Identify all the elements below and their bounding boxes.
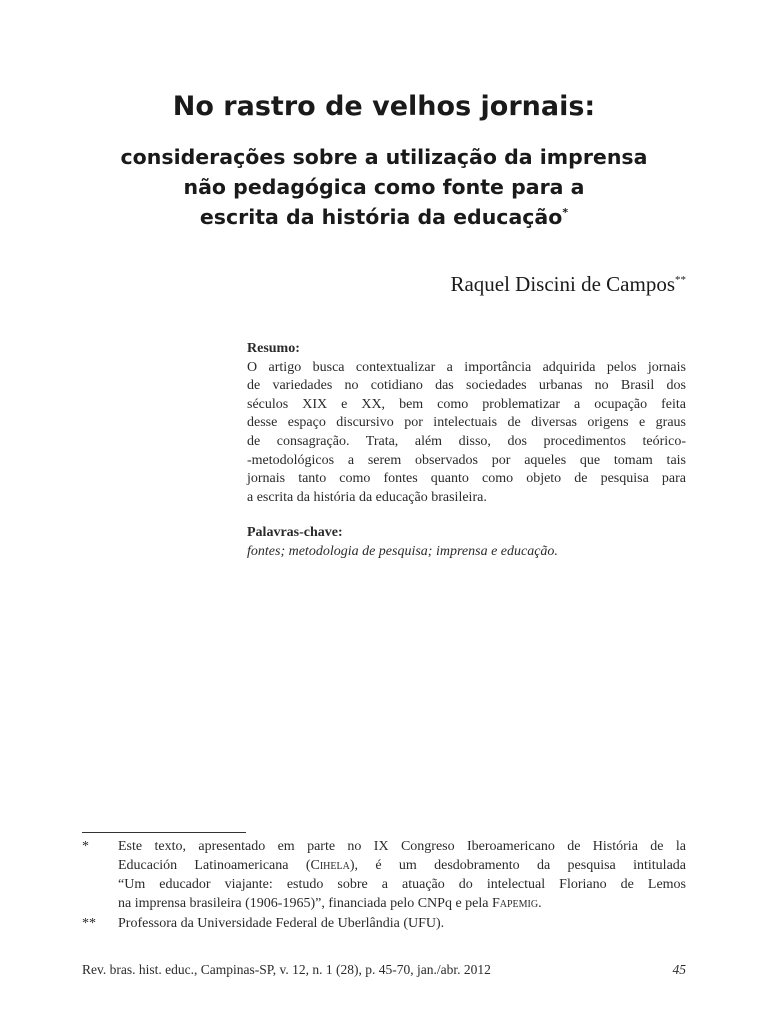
author-text: Raquel Discini de Campos — [450, 272, 675, 296]
subtitle-line — [60, 202, 708, 232]
article-title: No rastro de velhos jornais: — [172, 91, 596, 122]
footnote-line: Este texto, apresentado em parte no IX Congreso Iberoamericano de História de la — [118, 839, 686, 854]
abstract — [247, 340, 686, 507]
article-subtitle — [60, 142, 708, 232]
journal-citation: Rev. bras. hist. educ., Campinas-SP, v. 12, n. 1 (28), p. 45-70, jan./abr. 2012 — [82, 962, 491, 977]
abstract-line: de consagração. Trata, além disso, dos procedimentos teórico- — [247, 433, 686, 449]
footnote-divider — [82, 832, 246, 833]
page-number: 45 — [672, 962, 686, 977]
abstract-body — [247, 359, 686, 508]
footnote-line — [118, 894, 686, 913]
footnote-marker: ** — [675, 274, 686, 286]
author-name — [450, 270, 686, 298]
footnote-line-text: ), é um desdobramento da pesquisa intitulada — [349, 858, 686, 873]
footnote-text — [118, 837, 686, 913]
subtitle-line: considerações sobre a utilização da imprensa — [120, 145, 648, 169]
footnote-marker: * — [562, 206, 569, 219]
footnote-line: Professora da Universidade Federal de Uberlândia (UFU). — [118, 916, 445, 931]
abstract-line: desse espaço discursivo por intelectuais de diversas origens e graus — [247, 415, 686, 431]
footnote-line — [118, 856, 686, 875]
footnote-text — [118, 914, 686, 933]
footnote-line-text: Educación Latinoamericana ( — [118, 858, 311, 873]
subtitle-line: não pedagógica como fonte para a — [183, 175, 585, 199]
footnote-mark: * — [82, 839, 89, 854]
footnote-line-text: na imprensa brasileira (1906-1965)”, financiada pelo CNPq e pela — [118, 896, 492, 911]
abstract-line: séculos XIX e XX, bem como problematizar a ocupação feita — [247, 396, 686, 412]
subtitle-line-text: escrita da história da educação — [199, 205, 563, 229]
footnote-acronym: Cihela — [310, 858, 350, 873]
abstract-heading: Resumo: — [247, 341, 300, 356]
footnote-line-text: . — [538, 896, 542, 911]
footnote-mark: ** — [82, 916, 96, 931]
abstract-line: O artigo busca contextualizar a importância adquirida pelos jornais — [247, 359, 686, 375]
keywords — [247, 523, 686, 561]
footnote-acronym: Fapemig — [491, 896, 539, 911]
abstract-line: -metodológicos a serem observados por aqueles que tomam tais — [247, 452, 686, 468]
abstract-line: jornais tanto como fontes quanto como objeto de pesquisa para — [247, 471, 686, 487]
keywords-heading: Palavras-chave: — [247, 525, 343, 540]
footnote-line: “Um educador viajante: estudo sobre a atuação do intelectual Floriano de Lemos — [118, 877, 686, 892]
keywords-list: fontes; metodologia de pesquisa; imprensa e educação. — [247, 544, 558, 559]
abstract-line: a escrita da história da educação brasileira. — [247, 489, 487, 505]
abstract-line: de variedades no cotidiano das sociedades urbanas no Brasil dos — [247, 378, 686, 394]
